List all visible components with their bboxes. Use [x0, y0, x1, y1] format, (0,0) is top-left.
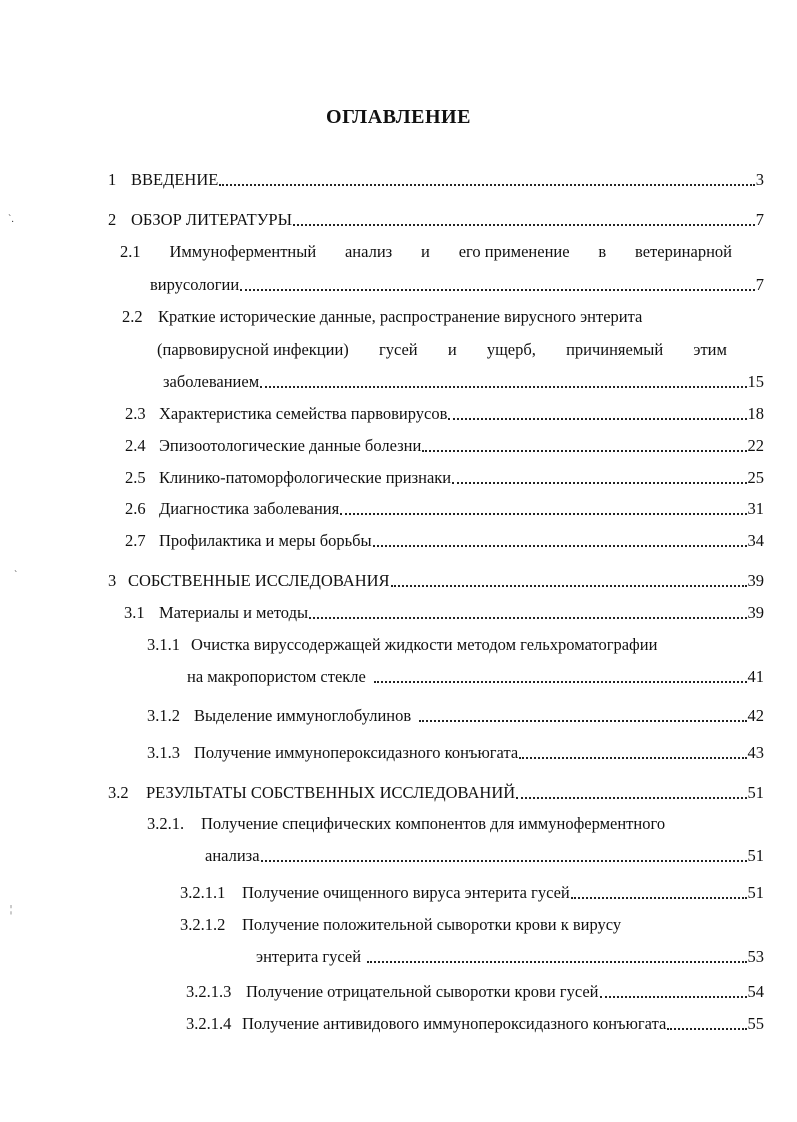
entry-page: 55: [747, 1014, 764, 1033]
leader-dots: [448, 418, 746, 420]
toc-entry-3-1-3[interactable]: [147, 742, 764, 764]
entry-page: 15: [747, 372, 764, 391]
entry-word: в: [598, 242, 607, 261]
entry-number: 2.5: [125, 468, 146, 487]
entry-page: 31: [747, 499, 764, 518]
entry-word: ветеринарной: [635, 242, 732, 261]
entry-number: 2: [108, 210, 117, 229]
leader-dots: [219, 184, 754, 186]
entry-word: и: [421, 242, 430, 261]
entry-title: вирусологии: [150, 275, 240, 294]
toc-entry-2-5[interactable]: [125, 467, 764, 489]
leader-dots: [374, 681, 747, 683]
entry-title: Получение отрицательной сыворотки крови гусей: [246, 982, 599, 1001]
entry-number: 3.2.1.4: [186, 1014, 232, 1033]
leader-dots: [391, 585, 747, 587]
entry-title: энтерита гусей: [256, 947, 362, 966]
leader-dots: [373, 545, 747, 547]
entry-word: Иммуноферментный: [169, 242, 317, 261]
leader-dots: [293, 224, 755, 226]
entry-number: 1: [108, 170, 117, 189]
toc-entry-3-1[interactable]: [124, 602, 764, 624]
entry-title: Эпизоотологические данные болезни: [159, 436, 422, 455]
entry-title-line1: Очистка вируссодержащей жидкости методом гельхроматографии: [191, 635, 658, 654]
entry-number: 2.6: [125, 499, 146, 518]
entry-number: 2.1: [120, 242, 141, 261]
entry-page: 41: [747, 667, 764, 686]
entry-title: СОБСТВЕННЫЕ ИССЛЕДОВАНИЯ: [128, 571, 390, 590]
toc-entry-2-7[interactable]: [125, 530, 764, 552]
toc-entry-1[interactable]: [108, 169, 764, 191]
toc-entry-2-2-line2: [157, 339, 727, 361]
entry-title: ВВЕДЕНИЕ: [131, 170, 219, 189]
entry-number: 3.2.1.1: [180, 883, 226, 902]
entry-word: причиняемый: [566, 340, 664, 359]
toc-entry-3-2-1-2[interactable]: [256, 946, 764, 968]
entry-word: и: [447, 340, 457, 359]
entry-word: этим: [693, 340, 727, 359]
toc-entry-3-1-1[interactable]: [187, 666, 764, 688]
entry-word: анализ: [344, 242, 393, 261]
entry-number: 3.1.3: [147, 743, 180, 762]
entry-page: 42: [747, 706, 764, 725]
leader-dots: [309, 617, 746, 619]
entry-title: анализа: [205, 846, 260, 865]
entry-number: 2.7: [125, 531, 146, 550]
leader-dots: [571, 897, 747, 899]
entry-word: ущерб,: [486, 340, 536, 359]
entry-title: ОБЗОР ЛИТЕРАТУРЫ: [131, 210, 292, 229]
entry-title: Диагностика заболевания: [159, 499, 340, 518]
leader-dots: [516, 797, 746, 799]
leader-dots: [452, 482, 746, 484]
entry-page: 22: [747, 436, 764, 455]
entry-page: 39: [747, 571, 764, 590]
leader-dots: [419, 720, 746, 722]
entry-word: гусей: [378, 340, 418, 359]
entry-page: 51: [747, 846, 764, 865]
entry-title: Выделение иммуноглобулинов: [194, 706, 412, 725]
toc-entry-3-1-1-line1: [147, 634, 747, 656]
leader-dots: [600, 996, 747, 998]
toc-entry-3-2-1-2-line1: [180, 914, 740, 936]
entry-title-line1: Краткие исторические данные, распространение вирусного энтерита: [158, 307, 643, 326]
entry-title: Получение иммунопероксидазного конъюгата: [194, 743, 519, 762]
entry-number: 2.4: [125, 436, 146, 455]
entry-title: Материалы и методы: [159, 603, 309, 622]
entry-page: 7: [755, 275, 764, 294]
entry-page: 43: [747, 743, 764, 762]
toc-entry-3-2-1-3[interactable]: [186, 981, 764, 1003]
entry-number: 3.1.2: [147, 706, 180, 725]
entry-page: 51: [747, 883, 764, 902]
entry-word: его применение: [458, 242, 570, 261]
entry-number: 2.3: [125, 404, 146, 423]
entry-word: (парвовирусной инфекции): [157, 340, 349, 359]
toc-entry-3-2-1-1[interactable]: [180, 882, 764, 904]
leader-dots: [340, 513, 746, 515]
toc-entry-2[interactable]: [108, 209, 764, 231]
entry-title: на макропористом стекле: [187, 667, 366, 686]
leader-dots: [260, 386, 746, 388]
toc-entry-2-2-line1: [122, 306, 742, 328]
scan-speck: ¦: [10, 904, 13, 915]
leader-dots: [519, 757, 746, 759]
entry-number: 2.2: [122, 307, 143, 326]
entry-title: РЕЗУЛЬТАТЫ СОБСТВЕННЫХ ИССЛЕДОВАНИЙ: [146, 783, 516, 802]
toc-entry-2-2[interactable]: [163, 371, 764, 393]
toc-entry-2-4[interactable]: [125, 435, 764, 457]
toc-entry-3-2-1-4[interactable]: [186, 1013, 764, 1035]
entry-title: Характеристика семейства парвовирусов: [159, 404, 448, 423]
toc-entry-2-6[interactable]: [125, 498, 764, 520]
entry-page: 34: [747, 531, 764, 550]
scan-speck: `: [14, 570, 18, 581]
entry-title: Получение очищенного вируса энтерита гусей: [242, 883, 570, 902]
entry-page: 39: [747, 603, 764, 622]
toc-entry-3-1-2[interactable]: [147, 705, 764, 727]
entry-number: 3.2: [108, 783, 129, 802]
entry-page: 25: [747, 468, 764, 487]
toc-entry-2-3[interactable]: [125, 403, 764, 425]
entry-title: Клинико-патоморфологические признаки: [159, 468, 452, 487]
leader-dots: [367, 961, 746, 963]
entry-title-line1: Получение положительной сыворотки крови к вирусу: [242, 915, 622, 934]
entry-page: 18: [747, 404, 764, 423]
toc-entry-3[interactable]: [108, 570, 764, 592]
entry-page: 54: [747, 982, 764, 1001]
entry-title: Профилактика и меры борьбы: [159, 531, 372, 550]
leader-dots: [422, 450, 746, 452]
toc-entry-3-2-1-line1: [147, 813, 747, 835]
entry-number: 3.2.1.3: [186, 982, 232, 1001]
scan-speck: `.: [8, 214, 14, 225]
toc-entry-3-2-1[interactable]: [205, 845, 764, 867]
entry-page: 53: [747, 947, 764, 966]
leader-dots: [261, 860, 747, 862]
entry-number: 3.2.1.2: [180, 915, 226, 934]
toc-entry-2-1[interactable]: [150, 274, 764, 296]
entry-number: 3.2.1.: [147, 814, 185, 833]
toc-entry-3-2[interactable]: [108, 782, 764, 804]
toc-entry-2-1-line1: [120, 241, 732, 263]
toc-title: ОГЛАВЛЕНИЕ: [326, 106, 471, 128]
entry-title: Получение антивидового иммунопероксидазного конъюгата: [242, 1014, 667, 1033]
entry-number: 3: [108, 571, 117, 590]
entry-number: 3.1.1: [147, 635, 180, 654]
entry-page: 51: [747, 783, 764, 802]
leader-dots: [240, 289, 755, 291]
entry-title: заболеванием: [163, 372, 260, 391]
entry-title-line1: Получение специфических компонентов для иммуноферментного: [201, 814, 666, 833]
entry-number: 3.1: [124, 603, 145, 622]
leader-dots: [667, 1028, 746, 1030]
entry-page: 3: [755, 170, 764, 189]
entry-page: 7: [755, 210, 764, 229]
